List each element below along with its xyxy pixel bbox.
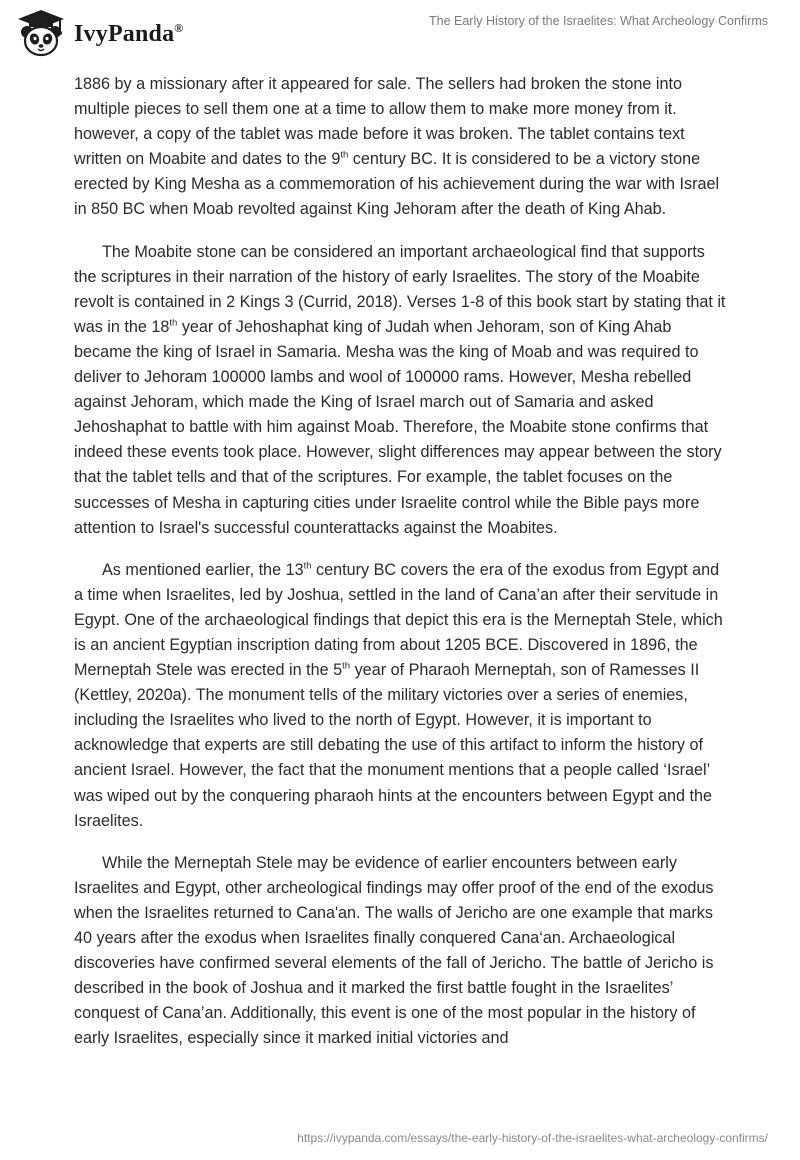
body-paragraph xyxy=(74,558,726,834)
source-url[interactable]: https://ivypanda.com/essays/the-early-history-of-the-israelites-what-archeology-confirms/ xyxy=(297,1131,768,1145)
panda-graduate-icon xyxy=(14,6,68,60)
ordinal-superscript: th xyxy=(169,317,178,329)
brand-logo[interactable] xyxy=(14,6,183,60)
body-paragraph xyxy=(74,851,726,1052)
body-paragraph xyxy=(74,72,726,223)
essay-body xyxy=(74,72,726,1068)
paragraph-text: The Moabite stone can be considered an important archaeological find that supports the scriptures in their narration of the history of early Israelites. The story of the Moabite revolt is contained in 2 Kings 3 (Currid, 2018). Verses 1-8 of this book start by stating that it was in the 18 xyxy=(74,242,726,336)
document-title: The Early History of the Israelites: What Archeology Confirms xyxy=(428,14,768,28)
paragraph-text: century BC. It is considered to be a victory stone erected by King Mesha as a commemoration of his achievement during the war with Israel in 850 BC when Moab revolted against King Jehoram after the death of King Ahab. xyxy=(74,150,720,219)
body-paragraph xyxy=(74,240,726,541)
paragraph-text: While the Merneptah Stele may be evidence of earlier encounters between early Israelites and Egypt, other archeological findings may offer proof of the end of the exodus when the Israelites returned to Cana'an. The walls of Jericho are one example that marks 40 years after the exodus when Israelites finally conquered Cana‘an. Archaeological discoveries have confirmed several elements of the fall of Jericho. The battle of Jericho is described in the book of Joshua and it marked the first battle fought in the Israelites’ conquest of Cana’an. Additionally, this event is one of the most popular in the history of early Israelites, especially since it marked initial victories and xyxy=(74,853,714,1048)
paragraph-text: year of Pharaoh Merneptah, son of Ramesses II (Kettley, 2020a). The monument tells of the military victories over a series of enemies, including the Israelites who lived to the north of Egypt. However, it is important to acknowledge that experts are still debating the use of this artifact to inform the history of ancient Israel. However, the fact that the monument mentions that a people called ‘Israel’ was wiped out by the conquering pharaoh hints at the encounters between Egypt and the Israelites. xyxy=(74,661,713,830)
brand-name: IvyPanda® xyxy=(74,20,184,47)
ordinal-superscript: th xyxy=(303,560,312,572)
paragraph-text: 1886 by a missionary after it appeared for sale. The sellers had broken the stone into multiple pieces to sell them one at a time to allow them to make more money from it. however, a copy of the tablet was made before it was broken. The tablet contains text written on Moabite and dates to the 9 xyxy=(74,75,685,169)
paragraph-text: century BC covers the era of the exodus from Egypt and a time when Israelites, led by Joshua, settled in the land of Cana’an after their servitude in Egypt. One of the archaeological findings that depict this era is the Merneptah Stele, which is an ancient Egyptian inscription dating from about 1205 BCE. Discovered in 1896, the Merneptah Stele was erected in the 5 xyxy=(74,560,723,680)
ordinal-superscript: th xyxy=(342,660,351,672)
ordinal-superscript: th xyxy=(340,149,349,161)
page-header xyxy=(0,0,800,64)
paragraph-text: year of Jehoshaphat king of Judah when Jehoram, son of King Ahab became the king of Israel in Samaria. Mesha was the king of Moab and was required to deliver to Jehoram 100000 lambs and wool of 100000 rams. However, Mesha rebelled against Jehoram, which made the King of Israel march out of Samaria and asked Jehoshaphat to battle with him against Moab. Therefore, the Moabite stone confirms that indeed these events took place. However, slight differences may appear between the story that the tablet tells and that of the scriptures. For example, the tablet focuses on the successes of Mesha in capturing cities under Israelite control while the Bible pays more attention to Israel's successful counterattacks against the Moabites. xyxy=(74,317,722,537)
paragraph-text: As mentioned earlier, the 13 xyxy=(102,560,304,579)
